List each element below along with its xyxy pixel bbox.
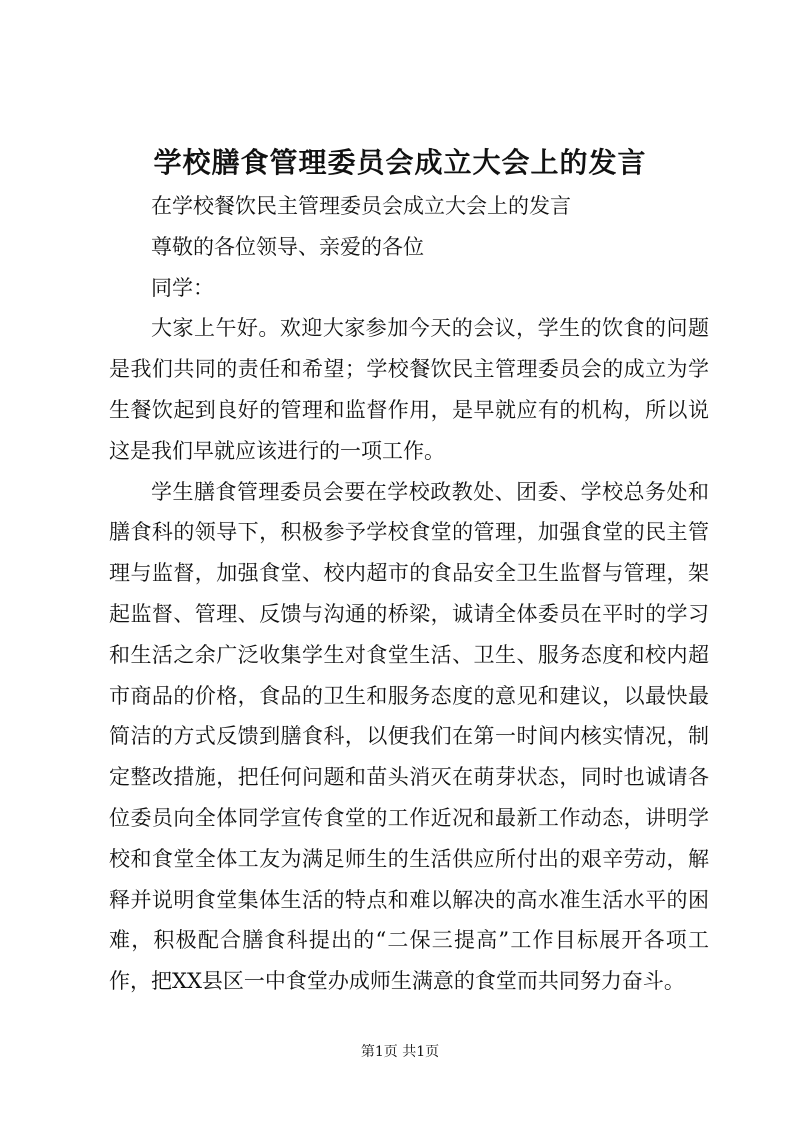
document-title: 学校膳食管理委员会成立大会上的发言 [153,146,647,179]
paragraph-main: 学生膳食管理委员会要在学校政教处、团委、学校总务处和膳食科的领导下，积极参予学校食堂的管理，加强食堂的民主管理与监督，加强食堂、校内超市的食品安全卫生监督与管理，架起监督、管理、反馈与沟通的桥梁，诚请全体委员在平时的学习和生活之余广泛收集学生对食堂生活、卫生、服务态度和校内超市商品的价格，食品的卫生和服务态度的意见和建议，以最快最简洁的方式反馈到膳食科，以便我们在第一时间内核实情况，制定整改措施，把任何问题和苗头消灭在萌芽状态，同时也诚请各位委员向全体同学宣传食堂的工作近况和最新工作动态，讲明学校和食堂全体工友为满足师生的生活供应所付出的艰辛劳动，解释并说明食堂集体生活的特点和难以解决的高水准生活水平的困难，积极配合膳食科提出的“二保三提高”工作目标展开各项工作，把XX县区一中食堂办成师生满意的食堂而共同努力奋斗。 [109,479,709,994]
paragraph-salutation-cont: 同学： [151,275,214,300]
page-number-footer: 第1页 共1页 [360,1044,440,1060]
document-body [109,186,709,1002]
paragraph-salutation: 尊敬的各位领导、亲爱的各位 [151,234,424,259]
paragraph-subtitle: 在学校餐饮民主管理委员会成立大会上的发言 [151,194,571,218]
paragraph-greeting: 大家上午好。欢迎大家参加今天的会议，学生的饮食的问题是我们共同的责任和希望；学校餐饮民主管理委员会的成立为学生餐饮起到良好的管理和监督作用，是早就应有的机构，所以说这是我们早就应该进行的一项工作。 [109,316,709,463]
